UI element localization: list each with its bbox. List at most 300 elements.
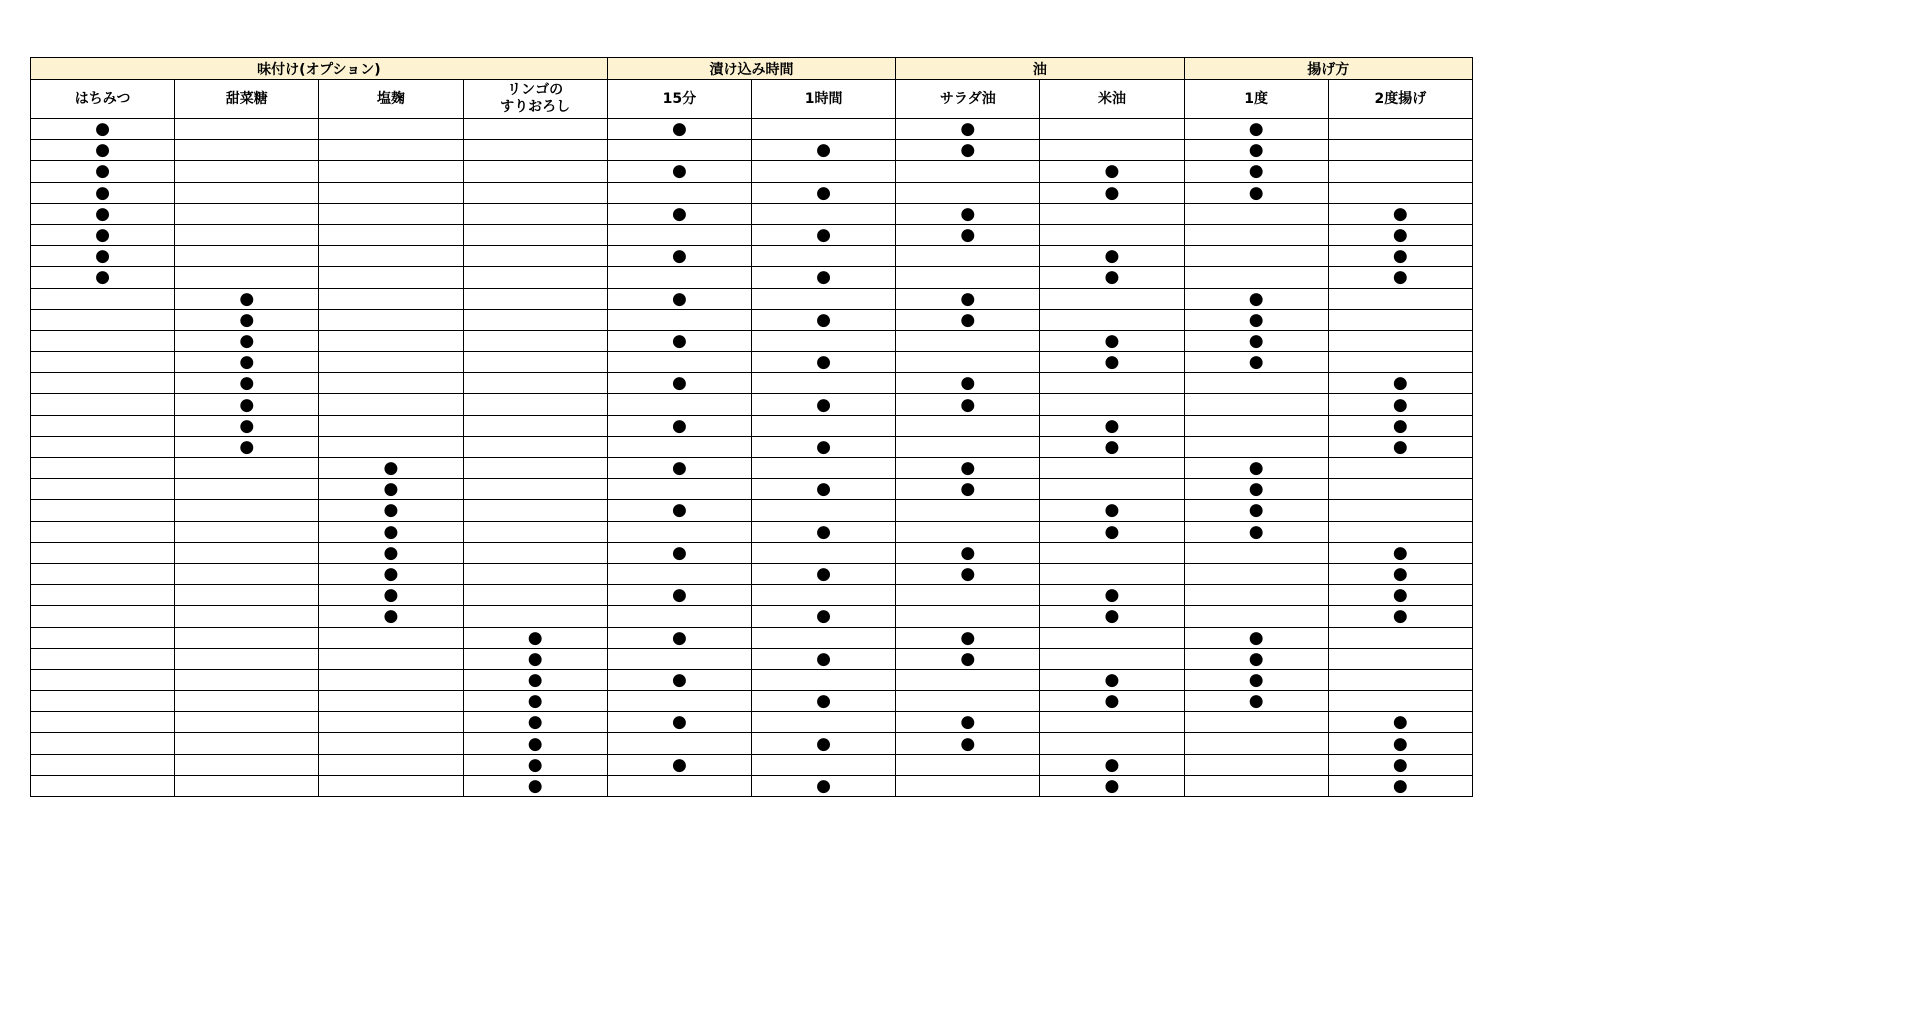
table-cell[interactable] [1040, 775, 1184, 796]
table-cell[interactable] [463, 712, 607, 733]
table-cell[interactable] [175, 161, 319, 182]
table-cell[interactable] [607, 606, 751, 627]
table-cell[interactable] [319, 712, 463, 733]
table-cell[interactable] [751, 500, 895, 521]
table-cell[interactable] [896, 669, 1040, 690]
table-cell[interactable] [751, 161, 895, 182]
table-cell[interactable] [1328, 458, 1472, 479]
table-cell[interactable] [1040, 140, 1184, 161]
table-cell[interactable] [896, 754, 1040, 775]
table-cell[interactable] [463, 246, 607, 267]
table-cell[interactable] [319, 140, 463, 161]
table-cell[interactable] [896, 309, 1040, 330]
table-cell[interactable] [31, 606, 175, 627]
table-cell[interactable] [1040, 394, 1184, 415]
table-cell[interactable] [1184, 458, 1328, 479]
table-cell[interactable] [463, 563, 607, 584]
table-cell[interactable] [31, 479, 175, 500]
table-cell[interactable] [31, 542, 175, 563]
table-cell[interactable] [896, 415, 1040, 436]
column-header-double-fry[interactable] [1328, 80, 1472, 119]
table-cell[interactable] [896, 330, 1040, 351]
table-cell[interactable] [607, 182, 751, 203]
table-cell[interactable] [1040, 373, 1184, 394]
table-cell[interactable] [463, 648, 607, 669]
table-cell[interactable] [607, 373, 751, 394]
table-cell[interactable] [751, 203, 895, 224]
table-cell[interactable] [31, 182, 175, 203]
table-cell[interactable] [1184, 288, 1328, 309]
table-cell[interactable] [751, 754, 895, 775]
table-cell[interactable] [1184, 203, 1328, 224]
table-cell[interactable] [1184, 161, 1328, 182]
table-cell[interactable] [896, 627, 1040, 648]
table-cell[interactable] [896, 458, 1040, 479]
table-cell[interactable] [751, 733, 895, 754]
table-cell[interactable] [607, 267, 751, 288]
table-cell[interactable] [175, 394, 319, 415]
table-cell[interactable] [175, 669, 319, 690]
table-cell[interactable] [31, 267, 175, 288]
table-cell[interactable] [463, 754, 607, 775]
table-cell[interactable] [1184, 140, 1328, 161]
table-cell[interactable] [319, 246, 463, 267]
table-cell[interactable] [751, 373, 895, 394]
table-cell[interactable] [1040, 267, 1184, 288]
table-cell[interactable] [896, 352, 1040, 373]
group-header-frying-method[interactable]: 揚げ方 [1184, 58, 1472, 80]
table-cell[interactable] [1184, 415, 1328, 436]
table-cell[interactable] [1184, 754, 1328, 775]
table-cell[interactable] [463, 140, 607, 161]
table-cell[interactable] [1328, 669, 1472, 690]
table-cell[interactable] [1328, 140, 1472, 161]
table-cell[interactable] [1184, 669, 1328, 690]
table-cell[interactable] [319, 436, 463, 457]
table-cell[interactable] [319, 500, 463, 521]
table-cell[interactable] [607, 479, 751, 500]
table-cell[interactable] [175, 352, 319, 373]
table-cell[interactable] [896, 288, 1040, 309]
table-cell[interactable] [607, 458, 751, 479]
table-cell[interactable] [607, 309, 751, 330]
table-cell[interactable] [31, 415, 175, 436]
table-cell[interactable] [175, 224, 319, 245]
table-cell[interactable] [1184, 309, 1328, 330]
table-cell[interactable] [607, 542, 751, 563]
table-cell[interactable] [1184, 119, 1328, 140]
table-cell[interactable] [175, 691, 319, 712]
table-cell[interactable] [175, 627, 319, 648]
table-cell[interactable] [175, 712, 319, 733]
table-cell[interactable] [1328, 267, 1472, 288]
table-cell[interactable] [607, 394, 751, 415]
table-cell[interactable] [1040, 182, 1184, 203]
table-cell[interactable] [1040, 352, 1184, 373]
table-cell[interactable] [896, 500, 1040, 521]
group-header-oil[interactable]: 油 [896, 58, 1184, 80]
table-cell[interactable] [31, 309, 175, 330]
table-cell[interactable] [1040, 288, 1184, 309]
table-cell[interactable] [463, 606, 607, 627]
table-cell[interactable] [463, 436, 607, 457]
table-cell[interactable] [1040, 521, 1184, 542]
table-cell[interactable] [1184, 563, 1328, 584]
table-cell[interactable] [319, 648, 463, 669]
table-cell[interactable] [751, 394, 895, 415]
table-cell[interactable] [175, 309, 319, 330]
table-cell[interactable] [31, 224, 175, 245]
table-cell[interactable] [1328, 606, 1472, 627]
table-cell[interactable] [607, 563, 751, 584]
table-cell[interactable] [896, 373, 1040, 394]
table-cell[interactable] [1040, 563, 1184, 584]
table-cell[interactable] [896, 691, 1040, 712]
table-cell[interactable] [751, 606, 895, 627]
table-cell[interactable] [896, 246, 1040, 267]
table-cell[interactable] [1328, 563, 1472, 584]
table-cell[interactable] [319, 309, 463, 330]
table-cell[interactable] [175, 733, 319, 754]
table-cell[interactable] [463, 691, 607, 712]
table-cell[interactable] [1184, 648, 1328, 669]
table-cell[interactable] [1184, 712, 1328, 733]
table-cell[interactable] [1040, 203, 1184, 224]
table-cell[interactable] [751, 352, 895, 373]
table-cell[interactable] [31, 373, 175, 394]
table-cell[interactable] [1328, 775, 1472, 796]
table-cell[interactable] [896, 563, 1040, 584]
table-cell[interactable] [1328, 500, 1472, 521]
table-cell[interactable] [751, 712, 895, 733]
table-cell[interactable] [896, 140, 1040, 161]
table-cell[interactable] [1040, 458, 1184, 479]
table-cell[interactable] [607, 627, 751, 648]
table-cell[interactable] [1040, 733, 1184, 754]
table-cell[interactable] [1328, 521, 1472, 542]
table-cell[interactable] [607, 140, 751, 161]
table-cell[interactable] [751, 436, 895, 457]
table-cell[interactable] [1328, 182, 1472, 203]
table-cell[interactable] [896, 542, 1040, 563]
table-cell[interactable] [607, 119, 751, 140]
table-cell[interactable] [751, 627, 895, 648]
table-cell[interactable] [751, 182, 895, 203]
table-cell[interactable] [319, 288, 463, 309]
table-cell[interactable] [1184, 267, 1328, 288]
table-cell[interactable] [896, 521, 1040, 542]
table-cell[interactable] [751, 691, 895, 712]
table-cell[interactable] [1328, 585, 1472, 606]
table-cell[interactable] [607, 775, 751, 796]
table-cell[interactable] [31, 521, 175, 542]
table-cell[interactable] [31, 394, 175, 415]
table-cell[interactable] [896, 775, 1040, 796]
table-cell[interactable] [319, 585, 463, 606]
column-header-1hour[interactable] [751, 80, 895, 119]
table-cell[interactable] [751, 330, 895, 351]
table-cell[interactable] [463, 415, 607, 436]
table-cell[interactable] [1184, 542, 1328, 563]
table-cell[interactable] [1184, 500, 1328, 521]
table-cell[interactable] [463, 309, 607, 330]
table-cell[interactable] [607, 352, 751, 373]
table-cell[interactable] [1184, 330, 1328, 351]
table-cell[interactable] [896, 648, 1040, 669]
table-cell[interactable] [175, 648, 319, 669]
table-cell[interactable] [1040, 754, 1184, 775]
table-cell[interactable] [463, 669, 607, 690]
table-cell[interactable] [1040, 542, 1184, 563]
table-cell[interactable] [751, 288, 895, 309]
table-cell[interactable] [751, 267, 895, 288]
table-cell[interactable] [175, 415, 319, 436]
table-cell[interactable] [463, 733, 607, 754]
table-cell[interactable] [1040, 415, 1184, 436]
column-header-grated-apple[interactable] [463, 80, 607, 119]
table-cell[interactable] [31, 352, 175, 373]
table-cell[interactable] [751, 521, 895, 542]
table-cell[interactable] [319, 542, 463, 563]
table-cell[interactable] [751, 669, 895, 690]
table-cell[interactable] [607, 648, 751, 669]
table-cell[interactable] [751, 140, 895, 161]
table-cell[interactable] [463, 542, 607, 563]
table-cell[interactable] [463, 458, 607, 479]
table-cell[interactable] [31, 563, 175, 584]
table-cell[interactable] [319, 775, 463, 796]
table-cell[interactable] [896, 712, 1040, 733]
table-cell[interactable] [751, 309, 895, 330]
table-cell[interactable] [31, 775, 175, 796]
table-cell[interactable] [463, 161, 607, 182]
table-cell[interactable] [31, 119, 175, 140]
table-cell[interactable] [607, 288, 751, 309]
table-cell[interactable] [319, 182, 463, 203]
table-cell[interactable] [1184, 373, 1328, 394]
table-cell[interactable] [1184, 691, 1328, 712]
table-cell[interactable] [175, 775, 319, 796]
table-cell[interactable] [319, 267, 463, 288]
table-cell[interactable] [463, 775, 607, 796]
table-cell[interactable] [896, 436, 1040, 457]
table-cell[interactable] [31, 648, 175, 669]
table-cell[interactable] [175, 606, 319, 627]
table-cell[interactable] [896, 606, 1040, 627]
table-cell[interactable] [896, 119, 1040, 140]
table-cell[interactable] [896, 182, 1040, 203]
table-cell[interactable] [31, 246, 175, 267]
table-cell[interactable] [751, 458, 895, 479]
table-cell[interactable] [896, 224, 1040, 245]
table-cell[interactable] [319, 733, 463, 754]
table-cell[interactable] [1184, 775, 1328, 796]
table-cell[interactable] [1328, 224, 1472, 245]
table-cell[interactable] [607, 330, 751, 351]
table-cell[interactable] [319, 415, 463, 436]
table-cell[interactable] [1328, 479, 1472, 500]
table-cell[interactable] [751, 542, 895, 563]
table-cell[interactable] [1328, 373, 1472, 394]
table-cell[interactable] [607, 246, 751, 267]
group-header-marinate-time[interactable]: 漬け込み時間 [607, 58, 895, 80]
table-cell[interactable] [1040, 224, 1184, 245]
table-cell[interactable] [751, 585, 895, 606]
table-cell[interactable] [175, 458, 319, 479]
table-cell[interactable] [175, 288, 319, 309]
table-cell[interactable] [31, 691, 175, 712]
table-cell[interactable] [463, 394, 607, 415]
table-cell[interactable] [1184, 627, 1328, 648]
table-cell[interactable] [751, 479, 895, 500]
table-cell[interactable] [896, 733, 1040, 754]
table-cell[interactable] [319, 373, 463, 394]
table-cell[interactable] [1040, 627, 1184, 648]
table-cell[interactable] [607, 436, 751, 457]
column-header-beet-sugar[interactable] [175, 80, 319, 119]
table-cell[interactable] [31, 140, 175, 161]
table-cell[interactable] [1184, 606, 1328, 627]
table-cell[interactable] [896, 267, 1040, 288]
table-cell[interactable] [896, 203, 1040, 224]
table-cell[interactable] [1328, 415, 1472, 436]
group-header-seasoning[interactable]: 味付け(オプション) [31, 58, 608, 80]
table-cell[interactable] [175, 585, 319, 606]
table-cell[interactable] [463, 585, 607, 606]
table-cell[interactable] [1184, 394, 1328, 415]
table-cell[interactable] [1040, 309, 1184, 330]
column-header-salad-oil[interactable] [896, 80, 1040, 119]
table-cell[interactable] [1328, 246, 1472, 267]
table-cell[interactable] [175, 479, 319, 500]
table-cell[interactable] [1040, 161, 1184, 182]
table-cell[interactable] [1328, 754, 1472, 775]
table-cell[interactable] [319, 606, 463, 627]
table-cell[interactable] [607, 415, 751, 436]
table-cell[interactable] [1184, 224, 1328, 245]
table-cell[interactable] [607, 691, 751, 712]
table-cell[interactable] [31, 458, 175, 479]
table-cell[interactable] [175, 563, 319, 584]
table-cell[interactable] [175, 119, 319, 140]
table-cell[interactable] [319, 119, 463, 140]
table-cell[interactable] [463, 373, 607, 394]
table-cell[interactable] [607, 161, 751, 182]
table-cell[interactable] [607, 585, 751, 606]
table-cell[interactable] [319, 224, 463, 245]
table-cell[interactable] [896, 161, 1040, 182]
table-cell[interactable] [751, 246, 895, 267]
table-cell[interactable] [1040, 648, 1184, 669]
table-cell[interactable] [31, 288, 175, 309]
table-cell[interactable] [319, 479, 463, 500]
table-cell[interactable] [175, 754, 319, 775]
table-cell[interactable] [751, 415, 895, 436]
column-header-rice-oil[interactable] [1040, 80, 1184, 119]
table-cell[interactable] [1040, 246, 1184, 267]
table-cell[interactable] [1328, 627, 1472, 648]
table-cell[interactable] [1184, 479, 1328, 500]
table-cell[interactable] [175, 246, 319, 267]
table-cell[interactable] [1328, 542, 1472, 563]
table-cell[interactable] [463, 627, 607, 648]
table-cell[interactable] [1328, 691, 1472, 712]
table-cell[interactable] [463, 203, 607, 224]
table-cell[interactable] [319, 563, 463, 584]
table-cell[interactable] [1184, 352, 1328, 373]
table-cell[interactable] [319, 691, 463, 712]
table-cell[interactable] [31, 436, 175, 457]
table-cell[interactable] [1328, 394, 1472, 415]
table-cell[interactable] [607, 224, 751, 245]
table-cell[interactable] [1184, 521, 1328, 542]
table-cell[interactable] [1040, 500, 1184, 521]
table-cell[interactable] [463, 330, 607, 351]
table-cell[interactable] [1040, 479, 1184, 500]
table-cell[interactable] [31, 754, 175, 775]
table-cell[interactable] [896, 394, 1040, 415]
table-cell[interactable] [463, 288, 607, 309]
table-cell[interactable] [1184, 585, 1328, 606]
table-cell[interactable] [1328, 203, 1472, 224]
column-header-honey[interactable] [31, 80, 175, 119]
table-cell[interactable] [31, 627, 175, 648]
table-cell[interactable] [1040, 436, 1184, 457]
table-cell[interactable] [31, 585, 175, 606]
table-cell[interactable] [31, 161, 175, 182]
table-cell[interactable] [319, 627, 463, 648]
table-cell[interactable] [175, 267, 319, 288]
table-cell[interactable] [463, 352, 607, 373]
table-cell[interactable] [319, 161, 463, 182]
table-cell[interactable] [175, 521, 319, 542]
table-cell[interactable] [607, 712, 751, 733]
table-cell[interactable] [1328, 352, 1472, 373]
table-cell[interactable] [463, 182, 607, 203]
table-cell[interactable] [896, 479, 1040, 500]
table-cell[interactable] [1184, 733, 1328, 754]
table-cell[interactable] [31, 203, 175, 224]
table-cell[interactable] [175, 500, 319, 521]
table-cell[interactable] [319, 458, 463, 479]
table-cell[interactable] [1328, 309, 1472, 330]
table-cell[interactable] [175, 330, 319, 351]
table-cell[interactable] [463, 479, 607, 500]
table-cell[interactable] [31, 330, 175, 351]
table-cell[interactable] [175, 542, 319, 563]
table-cell[interactable] [31, 500, 175, 521]
table-cell[interactable] [1040, 712, 1184, 733]
table-cell[interactable] [31, 712, 175, 733]
table-cell[interactable] [1040, 330, 1184, 351]
table-cell[interactable] [1040, 119, 1184, 140]
table-cell[interactable] [1040, 585, 1184, 606]
column-header-15min[interactable] [607, 80, 751, 119]
table-cell[interactable] [1184, 182, 1328, 203]
table-cell[interactable] [1040, 691, 1184, 712]
table-cell[interactable] [175, 373, 319, 394]
table-cell[interactable] [1328, 733, 1472, 754]
table-cell[interactable] [463, 224, 607, 245]
table-cell[interactable] [319, 669, 463, 690]
table-cell[interactable] [751, 775, 895, 796]
table-cell[interactable] [319, 203, 463, 224]
table-cell[interactable] [1328, 119, 1472, 140]
table-cell[interactable] [607, 521, 751, 542]
table-cell[interactable] [751, 563, 895, 584]
table-cell[interactable] [1328, 712, 1472, 733]
table-cell[interactable] [1184, 246, 1328, 267]
